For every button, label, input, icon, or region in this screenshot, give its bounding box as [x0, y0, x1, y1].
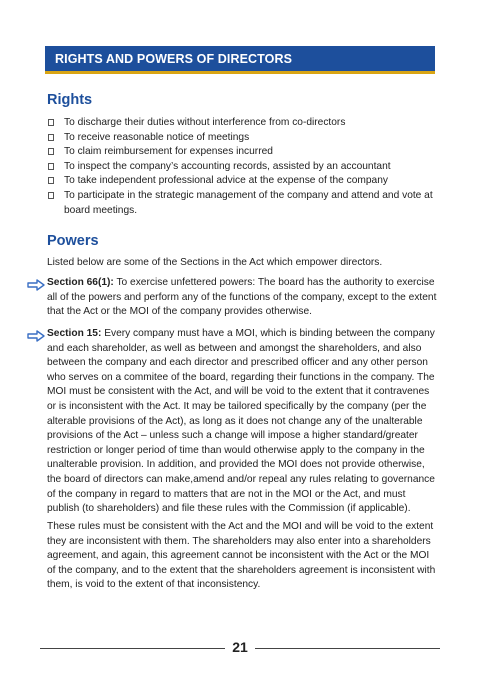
section-banner	[45, 46, 435, 74]
banner-title: RIGHTS AND POWERS OF DIRECTORS	[55, 52, 293, 66]
section-text: To exercise unfettered powers: The board has the authority to exercise all of the powers and perform any of the functions of the company, except to the extent that the Act or the MOI of the company provides otherwise.	[47, 277, 437, 318]
square-bullet-icon	[48, 177, 54, 184]
section-text: Every company must have a MOI, which is binding between the company and each shareholder, as well as between and amongst the shareholders, and also between the company and each director and prescribed officer and any other person who serves on a commitee of the board, regarding their functions in the company. The MOI must be consistent with the Act, and will be void to the extent that it contravenes or is inconsistent with the Act. It may be tailored specifically by the company (per the alterable provisions of the Act), as long as it does not change any of the unalterable provisions of the Act – unless such a change will impose a higher standard/greater restriction or longer period of time than would otherwise apply to the company in the unalterable provision. In addition, and provided the MOI does not provide otherwise, the board of directors can make,amend and/or repeal any rules relating to governance of the company in regard to matters that are not in the MOI or the Act, and must publish (to shareholders) and file these rules with the Commission (if applicable).	[47, 328, 435, 515]
list-item: To claim reimbursement for expenses incurred	[47, 145, 437, 160]
section-label: Section 15:	[47, 328, 102, 339]
square-bullet-icon	[48, 163, 54, 170]
square-bullet-icon	[48, 134, 54, 141]
rights-heading: Rights	[47, 92, 93, 108]
section-label: Section 66(1):	[47, 277, 114, 288]
footer-rule-left	[40, 648, 225, 649]
powers-intro: Listed below are some of the Sections in the Act which empower directors.	[47, 257, 383, 268]
section-15	[47, 327, 437, 517]
list-item: To discharge their duties without interference from co-directors	[47, 116, 437, 131]
closing-paragraph: These rules must be consistent with the Act and the MOI and will be void to the extent they are inconsistent with them. The shareholders may also enter into a shareholders agreement, and again, this agreement cannot be inconsistent with the Act or the MOI of the company, and to the extent that the shareholders agreement is inconsistent with them, is void to the extent of that inconsistency.	[47, 521, 436, 591]
list-item: To participate in the strategic management of the company and attend and vote at board meetings.	[47, 189, 437, 218]
arrow-right-icon	[27, 279, 45, 291]
list-item: To inspect the company’s accounting records, assisted by an accountant	[47, 160, 437, 175]
powers-heading: Powers	[47, 233, 99, 249]
list-item: To receive reasonable notice of meetings	[47, 131, 437, 146]
rights-list	[47, 116, 437, 218]
list-item: To take independent professional advice at the expense of the company	[47, 174, 437, 189]
footer-rule-right	[255, 648, 440, 649]
arrow-right-icon	[27, 330, 45, 342]
square-bullet-icon	[48, 192, 54, 199]
square-bullet-icon	[48, 148, 54, 155]
square-bullet-icon	[48, 119, 54, 126]
section-66-1	[47, 276, 437, 320]
page-number: 21	[232, 639, 248, 655]
